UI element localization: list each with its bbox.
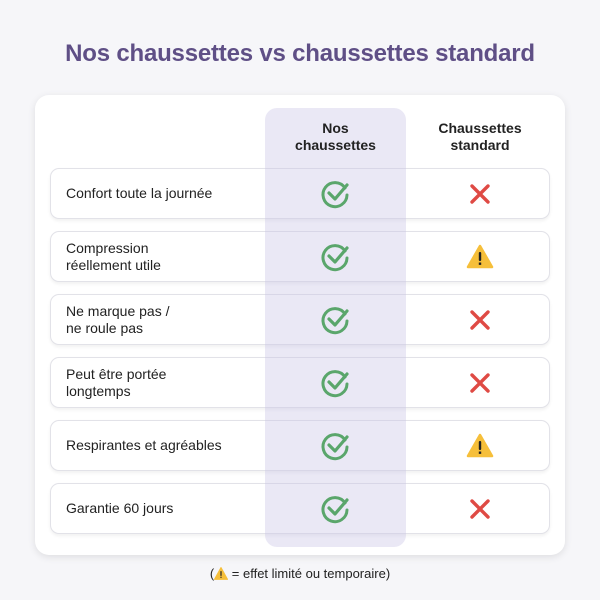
row-label: Compression réellement utile <box>66 239 161 273</box>
warning-icon <box>464 430 496 462</box>
cross-icon <box>464 367 496 399</box>
cross-icon <box>464 304 496 336</box>
page-title: Nos chaussettes vs chaussettes standard <box>65 40 535 67</box>
check-icon <box>319 367 351 399</box>
row-label: Confort toute la journée <box>66 185 213 201</box>
check-icon <box>319 304 351 336</box>
column-header-standard: Chaussettes standard <box>438 120 522 153</box>
check-icon <box>319 493 351 525</box>
cross-icon <box>464 178 496 210</box>
row-label: Ne marque pas / ne roule pas <box>66 302 170 336</box>
row-label: Respirantes et agréables <box>66 437 222 453</box>
row-label: Peut être portée longtemps <box>66 365 167 399</box>
warning-icon <box>214 567 228 580</box>
warning-icon <box>464 241 496 273</box>
check-icon <box>319 241 351 273</box>
check-icon <box>319 178 351 210</box>
check-icon <box>319 430 351 462</box>
row-label: Garantie 60 jours <box>66 500 174 516</box>
cross-icon <box>464 493 496 525</box>
footnote: ( = effet limité ou temporaire) <box>209 566 391 581</box>
column-header-ours: Nos chaussettes <box>295 120 376 153</box>
